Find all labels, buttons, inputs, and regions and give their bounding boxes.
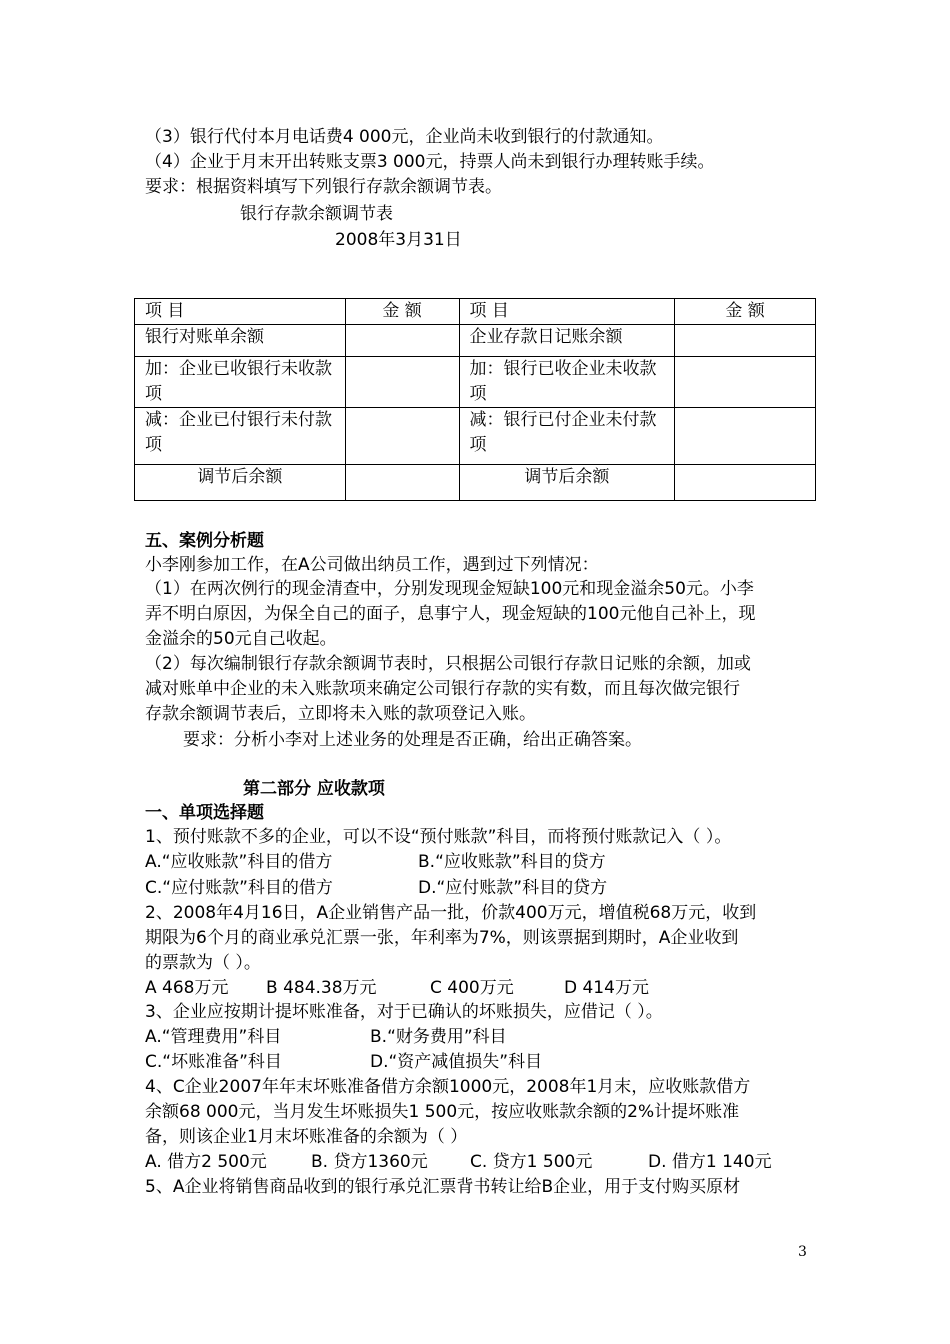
table-cell: 企业存款日记账余额 bbox=[459, 325, 675, 357]
option: C.“坏账准备”科目 bbox=[145, 1052, 282, 1072]
option: A.“应收账款”科目的借方 bbox=[145, 852, 333, 872]
text-line: 要求：根据资料填写下列银行存款余额调节表。 bbox=[145, 177, 502, 197]
header-cell: 项 目 bbox=[135, 299, 346, 325]
header-cell: 金 额 bbox=[345, 299, 459, 325]
option: B.“应收账款”科目的贷方 bbox=[418, 852, 606, 872]
option: A 468万元 bbox=[145, 978, 229, 998]
section-heading: 一、单项选择题 bbox=[145, 803, 264, 823]
question-stem: 3、企业应按期计提坏账准备，对于已确认的坏账损失，应借记（ ）。 bbox=[145, 1002, 663, 1022]
question-stem: 4、C企业2007年年末坏账准备借方余额1000元，2008年1月末，应收账款借方 bbox=[145, 1077, 751, 1097]
table-row bbox=[135, 408, 816, 465]
table-cell: 减：企业已付银行未付款项 bbox=[135, 408, 346, 465]
option: C. 贷方1 500元 bbox=[470, 1152, 593, 1172]
table-cell bbox=[675, 325, 816, 357]
table-header-row bbox=[135, 299, 816, 325]
text-line: 弄不明白原因，为保全自己的面子，息事宁人，现金短缺的100元他自己补上，现 bbox=[145, 604, 756, 624]
table-title: 银行存款余额调节表 bbox=[240, 204, 393, 224]
question-stem: 余额68 000元，当月发生坏账损失1 500元，按应收账款余额的2%计提坏账准 bbox=[145, 1102, 740, 1122]
table-cell bbox=[675, 465, 816, 501]
option: C.“应付账款”科目的借方 bbox=[145, 878, 333, 898]
table-cell bbox=[345, 408, 459, 465]
text-line: 要求：分析小李对上述业务的处理是否正确，给出正确答案。 bbox=[183, 730, 642, 750]
question-stem: 备，则该企业1月末坏账准备的余额为（ ） bbox=[145, 1127, 468, 1147]
text-line: （1）在两次例行的现金清查中，分别发现现金短缺100元和现金溢余50元。小李 bbox=[145, 579, 754, 599]
question-stem: 的票款为（ ）。 bbox=[145, 953, 261, 973]
question-stem: 1、预付账款不多的企业，可以不设“预付账款”科目，而将预付账款记入（ ）。 bbox=[145, 827, 732, 847]
table-cell: 银行对账单余额 bbox=[135, 325, 346, 357]
part-title: 第二部分 应收款项 bbox=[243, 779, 385, 799]
text-line: 小李刚参加工作，在A公司做出纳员工作，遇到过下列情况： bbox=[145, 555, 599, 575]
question-stem: 2、2008年4月16日，A企业销售产品一批，价款400万元，增值税68万元，收到 bbox=[145, 903, 757, 923]
section-heading: 五、案例分析题 bbox=[145, 531, 264, 551]
option: B 484.38万元 bbox=[266, 978, 377, 998]
option: C 400万元 bbox=[430, 978, 514, 998]
header-cell: 金 额 bbox=[675, 299, 816, 325]
table-cell: 加：银行已收企业未收款项 bbox=[459, 357, 675, 408]
table-cell: 加：企业已收银行未收款项 bbox=[135, 357, 346, 408]
text-line: （2）每次编制银行存款余额调节表时，只根据公司银行存款日记账的余额，加或 bbox=[145, 654, 751, 674]
table-cell bbox=[345, 357, 459, 408]
header-cell: 项 目 bbox=[459, 299, 675, 325]
reconciliation-table bbox=[134, 298, 816, 501]
option: D.“资产减值损失”科目 bbox=[370, 1052, 543, 1072]
table-cell: 调节后余额 bbox=[135, 465, 346, 501]
table-cell bbox=[675, 357, 816, 408]
table-cell: 调节后余额 bbox=[459, 465, 675, 501]
table-date: 2008年3月31日 bbox=[335, 230, 462, 250]
text-line: 存款余额调节表后，立即将未入账的款项登记入账。 bbox=[145, 704, 536, 724]
table-row bbox=[135, 325, 816, 357]
text-line: （3）银行代付本月电话费4 000元，企业尚未收到银行的付款通知。 bbox=[145, 127, 664, 147]
table-row bbox=[135, 357, 816, 408]
table-cell bbox=[345, 325, 459, 357]
question-stem: 期限为6个月的商业承兑汇票一张，年利率为7%，则该票据到期时，A企业收到 bbox=[145, 928, 739, 948]
page-number: 3 bbox=[798, 1244, 807, 1260]
option: A. 借方2 500元 bbox=[145, 1152, 267, 1172]
table-cell bbox=[345, 465, 459, 501]
text-line: 减对账单中企业的未入账款项来确定公司银行存款的实有数，而且每次做完银行 bbox=[145, 679, 740, 699]
option: D.“应付账款”科目的贷方 bbox=[418, 878, 608, 898]
text-line: 金溢余的50元自己收起。 bbox=[145, 629, 337, 649]
table-cell: 减：银行已付企业未付款项 bbox=[459, 408, 675, 465]
option: D 414万元 bbox=[564, 978, 649, 998]
option: D. 借方1 140元 bbox=[648, 1152, 772, 1172]
option: B.“财务费用”科目 bbox=[370, 1027, 507, 1047]
question-stem: 5、A企业将销售商品收到的银行承兑汇票背书转让给B企业，用于支付购买原材 bbox=[145, 1177, 741, 1197]
table-row bbox=[135, 465, 816, 501]
table-cell bbox=[675, 408, 816, 465]
text-line: （4）企业于月末开出转账支票3 000元，持票人尚未到银行办理转账手续。 bbox=[145, 152, 715, 172]
option: B. 贷方1360元 bbox=[311, 1152, 428, 1172]
option: A.“管理费用”科目 bbox=[145, 1027, 282, 1047]
